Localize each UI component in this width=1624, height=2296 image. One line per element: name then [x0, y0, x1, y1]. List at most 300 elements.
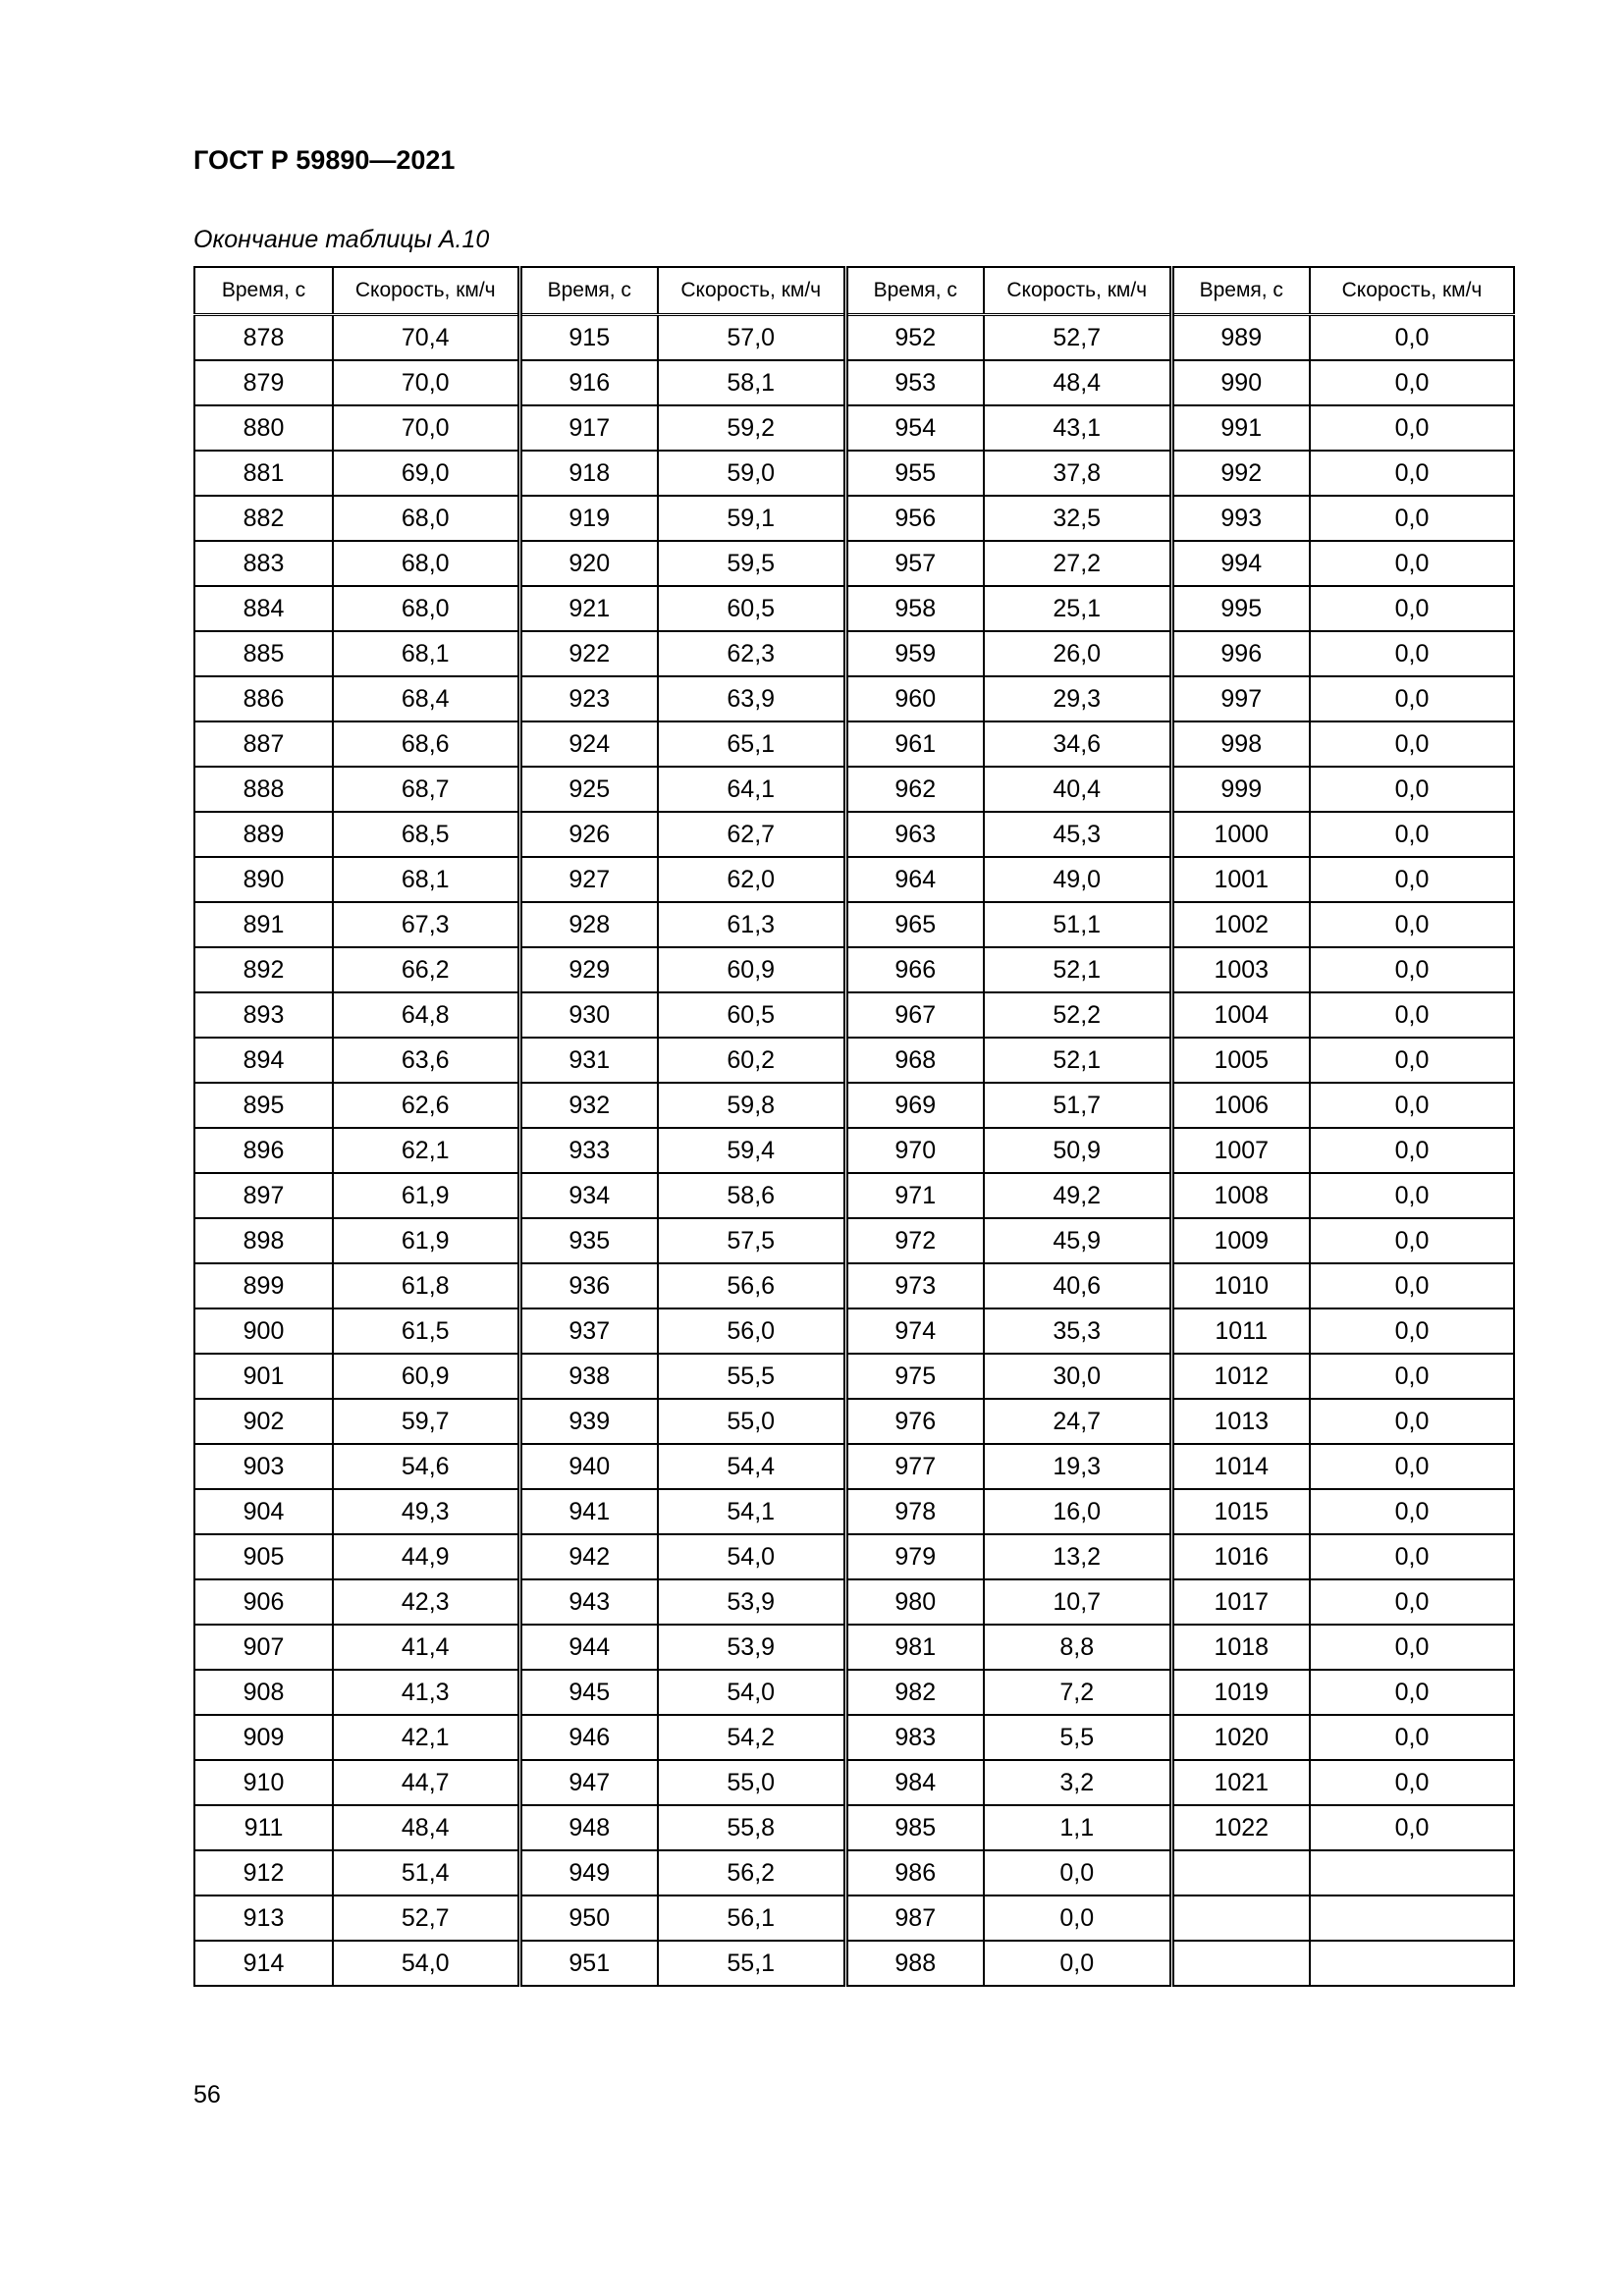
cell-time: 1017 — [1171, 1579, 1310, 1625]
cell-speed: 56,1 — [658, 1896, 845, 1941]
cell-speed: 68,5 — [333, 812, 519, 857]
cell-time: 996 — [1171, 631, 1310, 676]
table-row — [194, 496, 1514, 541]
cell-time: 906 — [194, 1579, 333, 1625]
cell-time: 983 — [845, 1715, 984, 1760]
cell-time: 934 — [519, 1173, 658, 1218]
cell-speed: 50,9 — [984, 1128, 1171, 1173]
table-row — [194, 1489, 1514, 1534]
cell-time: 1010 — [1171, 1263, 1310, 1308]
cell-time: 962 — [845, 767, 984, 812]
cell-time: 920 — [519, 541, 658, 586]
cell-speed: 63,6 — [333, 1038, 519, 1083]
cell-speed: 68,0 — [333, 586, 519, 631]
cell-time: 1020 — [1171, 1715, 1310, 1760]
page-number: 56 — [193, 2081, 221, 2109]
cell-time: 886 — [194, 676, 333, 721]
cell-speed: 68,7 — [333, 767, 519, 812]
cell-speed: 0,0 — [1310, 1308, 1514, 1354]
cell-speed — [1310, 1896, 1514, 1941]
table-row — [194, 405, 1514, 451]
cell-time: 887 — [194, 721, 333, 767]
table-row — [194, 1308, 1514, 1354]
header-speed: Скорость, км/ч — [1310, 267, 1514, 315]
cell-time: 988 — [845, 1941, 984, 1986]
header-time: Время, с — [845, 267, 984, 315]
cell-speed: 68,0 — [333, 541, 519, 586]
cell-time: 986 — [845, 1850, 984, 1896]
table-row — [194, 1534, 1514, 1579]
cell-speed: 24,7 — [984, 1399, 1171, 1444]
cell-time: 1000 — [1171, 812, 1310, 857]
table-row — [194, 541, 1514, 586]
header-time: Время, с — [194, 267, 333, 315]
cell-time: 949 — [519, 1850, 658, 1896]
cell-speed: 55,5 — [658, 1354, 845, 1399]
cell-time: 980 — [845, 1579, 984, 1625]
table-body — [194, 315, 1514, 1987]
cell-speed: 59,7 — [333, 1399, 519, 1444]
cell-speed: 27,2 — [984, 541, 1171, 586]
table-row — [194, 947, 1514, 992]
cell-time: 901 — [194, 1354, 333, 1399]
cell-speed: 26,0 — [984, 631, 1171, 676]
cell-speed: 0,0 — [1310, 947, 1514, 992]
cell-time: 1022 — [1171, 1805, 1310, 1850]
cell-time: 972 — [845, 1218, 984, 1263]
cell-time: 1002 — [1171, 902, 1310, 947]
cell-time: 960 — [845, 676, 984, 721]
cell-speed: 64,1 — [658, 767, 845, 812]
cell-time: 961 — [845, 721, 984, 767]
cell-time: 908 — [194, 1670, 333, 1715]
cell-time: 935 — [519, 1218, 658, 1263]
cell-speed: 0,0 — [1310, 1444, 1514, 1489]
cell-time: 883 — [194, 541, 333, 586]
table-row — [194, 1760, 1514, 1805]
cell-speed: 54,2 — [658, 1715, 845, 1760]
cell-time: 957 — [845, 541, 984, 586]
table-row — [194, 315, 1514, 361]
cell-time: 1015 — [1171, 1489, 1310, 1534]
cell-time: 965 — [845, 902, 984, 947]
cell-speed: 0,0 — [984, 1896, 1171, 1941]
cell-speed: 62,3 — [658, 631, 845, 676]
table-header-row — [194, 267, 1514, 315]
cell-speed: 61,3 — [658, 902, 845, 947]
cell-time: 942 — [519, 1534, 658, 1579]
cell-time: 898 — [194, 1218, 333, 1263]
cell-time: 911 — [194, 1805, 333, 1850]
cell-time: 982 — [845, 1670, 984, 1715]
cell-time: 897 — [194, 1173, 333, 1218]
cell-time: 991 — [1171, 405, 1310, 451]
cell-time: 1004 — [1171, 992, 1310, 1038]
cell-speed: 45,9 — [984, 1218, 1171, 1263]
cell-time: 878 — [194, 315, 333, 361]
cell-time: 1012 — [1171, 1354, 1310, 1399]
cell-speed: 0,0 — [1310, 1489, 1514, 1534]
cell-time: 976 — [845, 1399, 984, 1444]
cell-speed: 57,0 — [658, 315, 845, 361]
cell-speed: 61,5 — [333, 1308, 519, 1354]
cell-speed: 51,4 — [333, 1850, 519, 1896]
table-row — [194, 631, 1514, 676]
cell-speed: 0,0 — [984, 1941, 1171, 1986]
cell-time: 915 — [519, 315, 658, 361]
table-row — [194, 1173, 1514, 1218]
cell-time: 948 — [519, 1805, 658, 1850]
cell-speed: 63,9 — [658, 676, 845, 721]
cell-time: 884 — [194, 586, 333, 631]
cell-speed: 52,1 — [984, 1038, 1171, 1083]
cell-speed: 53,9 — [658, 1625, 845, 1670]
table-row — [194, 1625, 1514, 1670]
cell-speed: 60,5 — [658, 586, 845, 631]
table-row — [194, 1038, 1514, 1083]
cell-speed: 54,1 — [658, 1489, 845, 1534]
cell-speed: 60,2 — [658, 1038, 845, 1083]
cell-speed: 59,8 — [658, 1083, 845, 1128]
cell-time: 924 — [519, 721, 658, 767]
cell-time: 917 — [519, 405, 658, 451]
table-row — [194, 1850, 1514, 1896]
cell-time: 922 — [519, 631, 658, 676]
cell-time: 985 — [845, 1805, 984, 1850]
cell-time — [1171, 1941, 1310, 1986]
table-row — [194, 767, 1514, 812]
cell-time: 952 — [845, 315, 984, 361]
cell-speed: 0,0 — [1310, 812, 1514, 857]
cell-time: 921 — [519, 586, 658, 631]
cell-time: 913 — [194, 1896, 333, 1941]
table-row — [194, 1128, 1514, 1173]
cell-speed: 64,8 — [333, 992, 519, 1038]
cell-time: 1003 — [1171, 947, 1310, 992]
cell-speed: 60,9 — [333, 1354, 519, 1399]
table-row — [194, 451, 1514, 496]
cell-time: 955 — [845, 451, 984, 496]
cell-time: 974 — [845, 1308, 984, 1354]
cell-speed: 0,0 — [1310, 1263, 1514, 1308]
cell-time: 1021 — [1171, 1760, 1310, 1805]
cell-time: 987 — [845, 1896, 984, 1941]
cell-speed: 52,2 — [984, 992, 1171, 1038]
cell-time: 1011 — [1171, 1308, 1310, 1354]
cell-speed: 69,0 — [333, 451, 519, 496]
speed-time-table — [193, 266, 1515, 1987]
cell-speed: 54,0 — [658, 1534, 845, 1579]
table-row — [194, 1805, 1514, 1850]
cell-time: 992 — [1171, 451, 1310, 496]
cell-time: 990 — [1171, 360, 1310, 405]
cell-time: 932 — [519, 1083, 658, 1128]
cell-speed: 0,0 — [1310, 360, 1514, 405]
cell-speed: 45,3 — [984, 812, 1171, 857]
cell-time: 919 — [519, 496, 658, 541]
cell-speed: 5,5 — [984, 1715, 1171, 1760]
cell-time: 963 — [845, 812, 984, 857]
cell-speed: 62,1 — [333, 1128, 519, 1173]
cell-time: 880 — [194, 405, 333, 451]
cell-time: 925 — [519, 767, 658, 812]
cell-speed: 0,0 — [984, 1850, 1171, 1896]
cell-speed: 0,0 — [1310, 1218, 1514, 1263]
cell-speed: 54,0 — [658, 1670, 845, 1715]
cell-time: 989 — [1171, 315, 1310, 361]
table-row — [194, 360, 1514, 405]
cell-speed: 0,0 — [1310, 1715, 1514, 1760]
cell-time: 933 — [519, 1128, 658, 1173]
cell-time: 1006 — [1171, 1083, 1310, 1128]
cell-speed: 34,6 — [984, 721, 1171, 767]
cell-speed: 0,0 — [1310, 405, 1514, 451]
cell-time: 971 — [845, 1173, 984, 1218]
cell-time: 951 — [519, 1941, 658, 1986]
cell-time: 894 — [194, 1038, 333, 1083]
cell-speed: 59,5 — [658, 541, 845, 586]
cell-speed: 19,3 — [984, 1444, 1171, 1489]
cell-speed: 67,3 — [333, 902, 519, 947]
cell-speed: 0,0 — [1310, 451, 1514, 496]
cell-time: 997 — [1171, 676, 1310, 721]
cell-time: 975 — [845, 1354, 984, 1399]
cell-speed: 61,8 — [333, 1263, 519, 1308]
cell-time: 981 — [845, 1625, 984, 1670]
cell-speed: 53,9 — [658, 1579, 845, 1625]
cell-time: 995 — [1171, 586, 1310, 631]
cell-speed: 54,4 — [658, 1444, 845, 1489]
cell-speed: 0,0 — [1310, 992, 1514, 1038]
document-code: ГОСТ Р 59890—2021 — [193, 145, 456, 175]
cell-speed: 66,2 — [333, 947, 519, 992]
cell-time: 918 — [519, 451, 658, 496]
cell-time: 977 — [845, 1444, 984, 1489]
cell-speed: 0,0 — [1310, 902, 1514, 947]
cell-speed: 3,2 — [984, 1760, 1171, 1805]
cell-time: 1001 — [1171, 857, 1310, 902]
cell-speed: 51,7 — [984, 1083, 1171, 1128]
cell-time: 891 — [194, 902, 333, 947]
cell-time: 1014 — [1171, 1444, 1310, 1489]
cell-time: 938 — [519, 1354, 658, 1399]
cell-speed: 68,4 — [333, 676, 519, 721]
cell-speed: 0,0 — [1310, 857, 1514, 902]
table-row — [194, 676, 1514, 721]
cell-time: 947 — [519, 1760, 658, 1805]
speed-time-table-wrapper — [193, 266, 1513, 1987]
table-row — [194, 721, 1514, 767]
cell-speed: 44,9 — [333, 1534, 519, 1579]
cell-time: 959 — [845, 631, 984, 676]
cell-speed: 49,2 — [984, 1173, 1171, 1218]
cell-speed: 55,0 — [658, 1760, 845, 1805]
cell-time: 953 — [845, 360, 984, 405]
cell-time: 940 — [519, 1444, 658, 1489]
cell-time: 966 — [845, 947, 984, 992]
cell-speed: 54,0 — [333, 1941, 519, 1986]
cell-time: 967 — [845, 992, 984, 1038]
cell-time: 909 — [194, 1715, 333, 1760]
cell-speed: 52,1 — [984, 947, 1171, 992]
cell-speed: 62,6 — [333, 1083, 519, 1128]
cell-speed: 42,3 — [333, 1579, 519, 1625]
cell-speed: 61,9 — [333, 1173, 519, 1218]
cell-speed: 43,1 — [984, 405, 1171, 451]
cell-time: 978 — [845, 1489, 984, 1534]
cell-time: 1019 — [1171, 1670, 1310, 1715]
header-speed: Скорость, км/ч — [984, 267, 1171, 315]
cell-time — [1171, 1896, 1310, 1941]
table-row — [194, 1579, 1514, 1625]
cell-speed: 40,4 — [984, 767, 1171, 812]
cell-time: 905 — [194, 1534, 333, 1579]
cell-time: 893 — [194, 992, 333, 1038]
cell-speed: 65,1 — [658, 721, 845, 767]
cell-speed: 55,0 — [658, 1399, 845, 1444]
cell-speed: 55,1 — [658, 1941, 845, 1986]
cell-time: 973 — [845, 1263, 984, 1308]
table-row — [194, 1670, 1514, 1715]
cell-speed: 56,6 — [658, 1263, 845, 1308]
cell-speed: 59,2 — [658, 405, 845, 451]
header-time: Время, с — [519, 267, 658, 315]
cell-speed: 56,0 — [658, 1308, 845, 1354]
cell-speed: 35,3 — [984, 1308, 1171, 1354]
cell-speed: 41,4 — [333, 1625, 519, 1670]
cell-time: 927 — [519, 857, 658, 902]
cell-speed: 0,0 — [1310, 631, 1514, 676]
cell-time: 910 — [194, 1760, 333, 1805]
cell-time: 916 — [519, 360, 658, 405]
cell-speed: 0,0 — [1310, 1534, 1514, 1579]
cell-speed: 0,0 — [1310, 496, 1514, 541]
cell-time: 945 — [519, 1670, 658, 1715]
cell-time: 998 — [1171, 721, 1310, 767]
cell-speed: 37,8 — [984, 451, 1171, 496]
table-row — [194, 902, 1514, 947]
table-caption: Окончание таблицы А.10 — [193, 226, 490, 253]
cell-time: 954 — [845, 405, 984, 451]
cell-speed: 52,7 — [984, 315, 1171, 361]
header-speed: Скорость, км/ч — [333, 267, 519, 315]
cell-time: 1009 — [1171, 1218, 1310, 1263]
table-row — [194, 1263, 1514, 1308]
cell-speed: 42,1 — [333, 1715, 519, 1760]
cell-time: 1016 — [1171, 1534, 1310, 1579]
cell-time: 1007 — [1171, 1128, 1310, 1173]
cell-speed: 0,0 — [1310, 1805, 1514, 1850]
cell-speed: 44,7 — [333, 1760, 519, 1805]
cell-time: 896 — [194, 1128, 333, 1173]
cell-time: 944 — [519, 1625, 658, 1670]
cell-time: 882 — [194, 496, 333, 541]
cell-speed: 40,6 — [984, 1263, 1171, 1308]
cell-time: 964 — [845, 857, 984, 902]
table-row — [194, 586, 1514, 631]
cell-speed: 56,2 — [658, 1850, 845, 1896]
cell-speed: 54,6 — [333, 1444, 519, 1489]
cell-speed: 10,7 — [984, 1579, 1171, 1625]
cell-time: 946 — [519, 1715, 658, 1760]
cell-time: 890 — [194, 857, 333, 902]
cell-speed: 0,0 — [1310, 1173, 1514, 1218]
table-row — [194, 1715, 1514, 1760]
cell-time: 912 — [194, 1850, 333, 1896]
cell-time: 1013 — [1171, 1399, 1310, 1444]
cell-time: 926 — [519, 812, 658, 857]
cell-speed: 25,1 — [984, 586, 1171, 631]
cell-speed: 29,3 — [984, 676, 1171, 721]
cell-speed: 1,1 — [984, 1805, 1171, 1850]
cell-time: 892 — [194, 947, 333, 992]
cell-time: 881 — [194, 451, 333, 496]
cell-speed: 0,0 — [1310, 721, 1514, 767]
cell-time: 930 — [519, 992, 658, 1038]
cell-speed: 70,0 — [333, 405, 519, 451]
cell-speed: 30,0 — [984, 1354, 1171, 1399]
cell-time: 928 — [519, 902, 658, 947]
cell-speed: 62,7 — [658, 812, 845, 857]
cell-time: 958 — [845, 586, 984, 631]
cell-speed: 0,0 — [1310, 1625, 1514, 1670]
cell-time: 885 — [194, 631, 333, 676]
cell-speed: 0,0 — [1310, 1354, 1514, 1399]
table-row — [194, 1083, 1514, 1128]
cell-time: 889 — [194, 812, 333, 857]
cell-speed: 0,0 — [1310, 767, 1514, 812]
table-row — [194, 857, 1514, 902]
cell-time: 903 — [194, 1444, 333, 1489]
header-time: Время, с — [1171, 267, 1310, 315]
cell-time: 943 — [519, 1579, 658, 1625]
cell-time: 914 — [194, 1941, 333, 1986]
cell-time: 984 — [845, 1760, 984, 1805]
cell-speed: 61,9 — [333, 1218, 519, 1263]
cell-time: 899 — [194, 1263, 333, 1308]
cell-speed — [1310, 1850, 1514, 1896]
header-speed: Скорость, км/ч — [658, 267, 845, 315]
cell-speed: 60,5 — [658, 992, 845, 1038]
table-row — [194, 1896, 1514, 1941]
cell-speed: 59,0 — [658, 451, 845, 496]
cell-time: 900 — [194, 1308, 333, 1354]
cell-time: 999 — [1171, 767, 1310, 812]
cell-time: 907 — [194, 1625, 333, 1670]
table-row — [194, 1941, 1514, 1986]
cell-speed: 62,0 — [658, 857, 845, 902]
cell-time: 1018 — [1171, 1625, 1310, 1670]
table-row — [194, 1218, 1514, 1263]
cell-time: 970 — [845, 1128, 984, 1173]
cell-time: 937 — [519, 1308, 658, 1354]
cell-speed: 32,5 — [984, 496, 1171, 541]
cell-time — [1171, 1850, 1310, 1896]
cell-speed — [1310, 1941, 1514, 1986]
cell-speed: 55,8 — [658, 1805, 845, 1850]
cell-speed: 68,1 — [333, 631, 519, 676]
cell-speed: 0,0 — [1310, 1399, 1514, 1444]
cell-time: 939 — [519, 1399, 658, 1444]
cell-speed: 58,1 — [658, 360, 845, 405]
cell-time: 993 — [1171, 496, 1310, 541]
cell-speed: 68,6 — [333, 721, 519, 767]
cell-speed: 0,0 — [1310, 1083, 1514, 1128]
cell-time: 979 — [845, 1534, 984, 1579]
cell-speed: 59,1 — [658, 496, 845, 541]
cell-time: 1008 — [1171, 1173, 1310, 1218]
cell-speed: 41,3 — [333, 1670, 519, 1715]
